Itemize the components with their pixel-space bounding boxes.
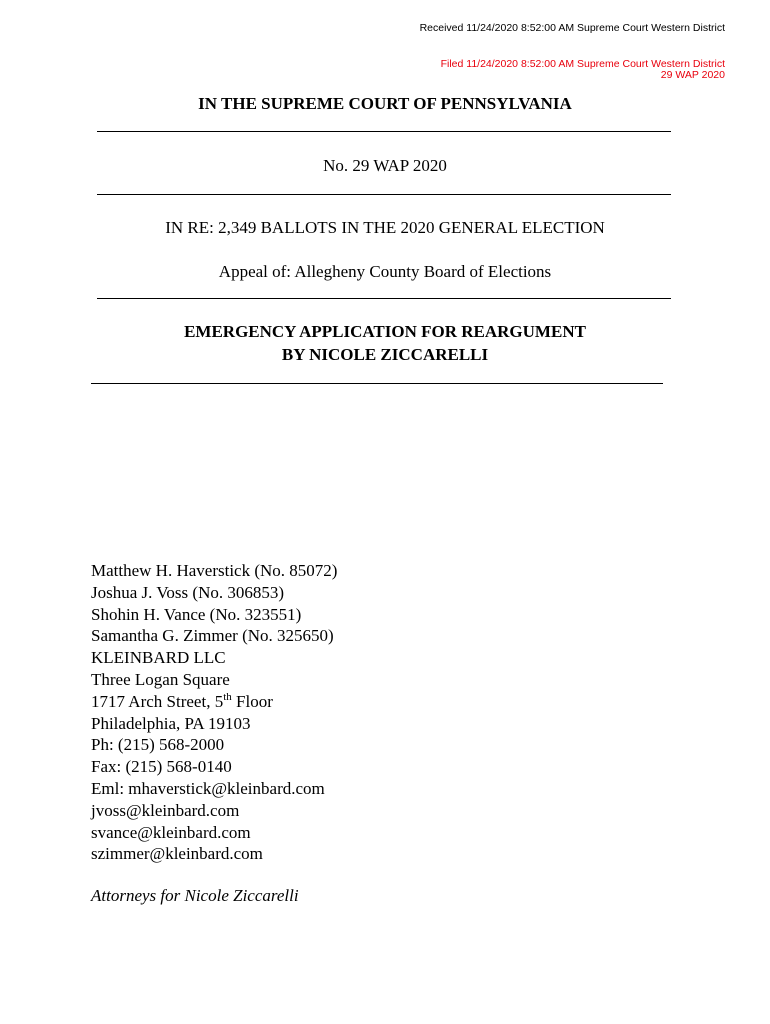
caption-divider [97,298,671,299]
docket-number: No. 29 WAP 2020 [323,156,447,175]
email-address: svance@kleinbard.com [91,822,251,842]
caption-divider [91,383,663,384]
ordinal-suffix: th [223,690,232,703]
filed-stamp-docket: 29 WAP 2020 [660,69,725,81]
case-title: IN RE: 2,349 BALLOTS IN THE 2020 GENERAL ELECTION [165,218,605,237]
received-stamp: Received 11/24/2020 8:52:00 AM Supreme Court Western District [419,22,725,34]
email-address: szimmer@kleinbard.com [91,844,263,864]
fax-number: Fax: (215) 568-0140 [91,757,232,777]
caption-divider [97,194,671,195]
street-address-floor: Floor [231,691,273,711]
appeal-line: Appeal of: Allegheny County Board of Elections [218,262,552,281]
attorney-name: Joshua J. Voss (No. 306853) [91,582,285,602]
attorney-name: Matthew H. Haverstick (No. 85072) [91,561,338,580]
address-line: Three Logan Square [91,669,230,689]
city-state-zip: Philadelphia, PA 19103 [91,713,251,733]
filed-stamp-line: Filed 11/24/2020 8:52:00 AM Supreme Court Western District [440,58,725,70]
court-heading: IN THE SUPREME COURT OF PENNSYLVANIA [198,94,572,113]
firm-name: KLEINBARD LLC [91,648,226,668]
email-address: jvoss@kleinbard.com [91,800,240,820]
document-title-subline: BY NICOLE ZICCARELLI [281,345,489,364]
attorneys-for-line: Attorneys for Nicole Ziccarelli [91,886,299,905]
attorney-name: Shohin H. Vance (No. 323551) [91,604,302,624]
phone-number: Ph: (215) 568-2000 [91,735,225,755]
filed-stamp [441,59,725,81]
street-address-text: 1717 Arch Street, 5 [91,691,224,711]
counsel-block [91,560,337,865]
caption-divider [97,131,671,132]
document-title: EMERGENCY APPLICATION FOR REARGUMENT [184,322,586,341]
email-address: Eml: mhaverstick@kleinbard.com [91,778,325,798]
street-address [91,691,337,713]
attorney-name: Samantha G. Zimmer (No. 325650) [91,626,334,646]
